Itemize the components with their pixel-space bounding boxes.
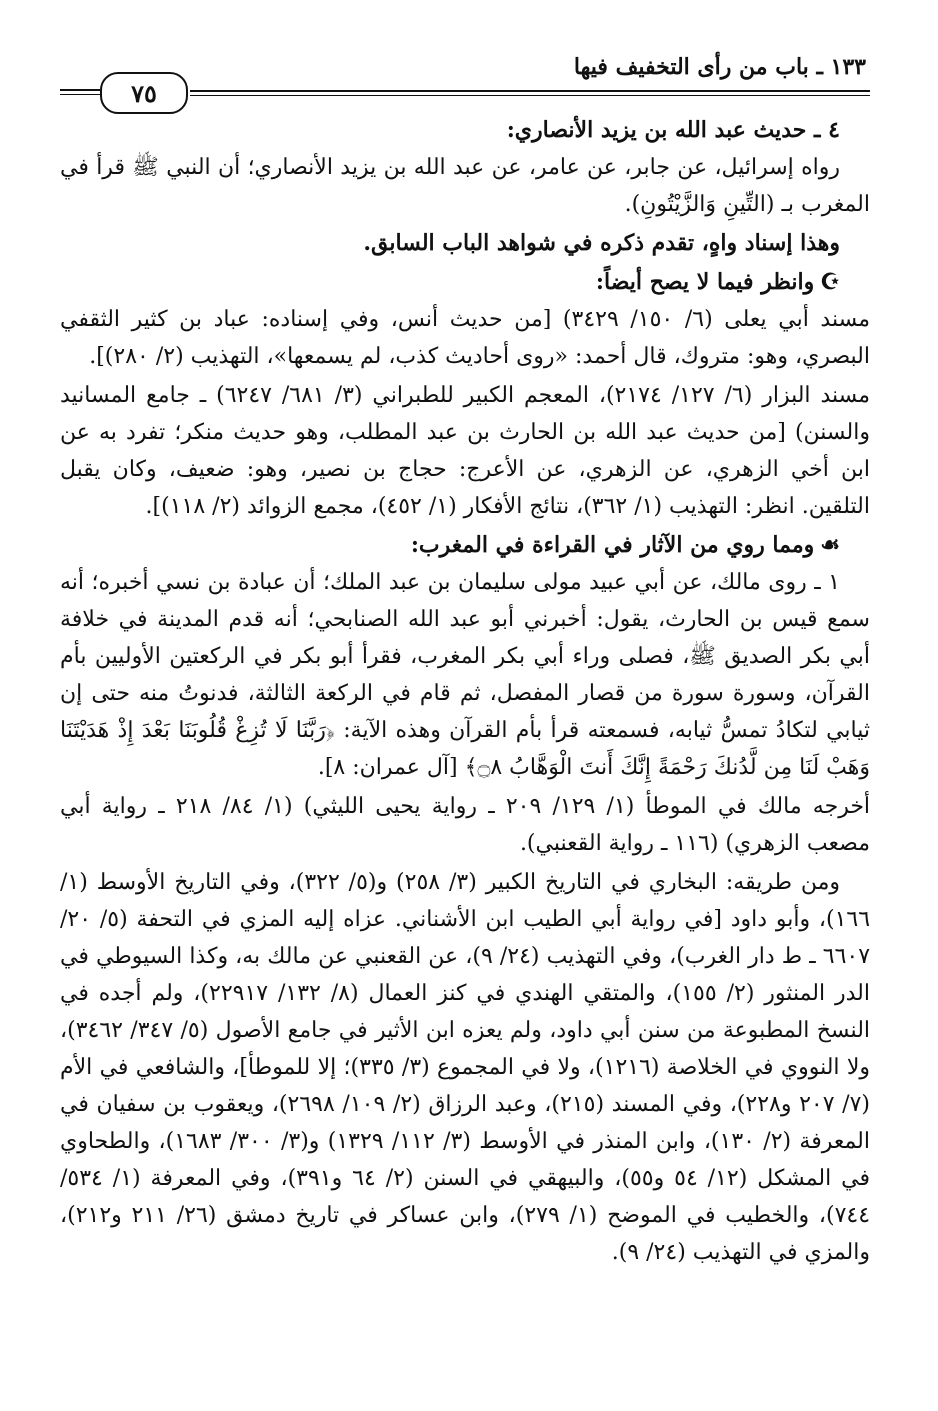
paragraph: مسند البزار (٦/ ١٢٧/ ٢١٧٤)، المعجم الكبير للطبراني (٣/ ٦٨١/ ٦٢٤٧) ـ جامع المسانيد والسنن) [من حديث عبد الله بن الحارث بن عبد المطلب، وهو حديث منكر؛ تفرد به عن ابن أخي الزهري، عن الزهري، عن الأعرج: حجاج بن نصير، وهو: ضعيف، وكان يقبل التلقين. انظر: التهذيب (١/ ٣٦٢)، نتائج الأفكار (١/ ٤٥٢)، مجمع الزوائد (٢/ ١١٨)]. <box>60 383 871 519</box>
header-ornament <box>60 89 100 95</box>
page-content <box>60 106 870 1271</box>
ornament-icon: ☙ <box>820 532 840 558</box>
paragraph: أخرجه مالك في الموطأ (١/ ١٢٩/ ٢٠٩ ـ رواية يحيى الليثي) (١/ ٨٤/ ٢١٨ ـ رواية أبي مصعب الزهري) (١١٦ ـ رواية القعنبي). <box>60 794 871 856</box>
section-heading-weak <box>60 264 870 301</box>
page-header <box>60 40 870 106</box>
section-heading-hadith-4: ٤ ـ حديث عبد الله بن يزيد الأنصاري: <box>506 117 840 143</box>
running-title: ١٣٣ ـ باب من رأى التخفيف فيها <box>573 54 866 80</box>
section-heading-athar <box>60 527 870 564</box>
book-page <box>60 40 870 1273</box>
header-rule <box>190 90 870 96</box>
paragraph: مسند أبي يعلى (٦/ ١٥٠/ ٣٤٢٩) [من حديث أنس، وفي إسناده: عباد بن كثير الثقفي البصري، وهو: متروك، قال أحمد: «روى أحاديث كذب، لم يسمعها»، التهذيب (٢/ ٢٨٠)]. <box>60 307 870 369</box>
ornament-icon: ☪ <box>820 269 840 295</box>
paragraph: ومن طريقه: البخاري في التاريخ الكبير (٣/ ٢٥٨) و(٥/ ٣٢٢)، وفي التاريخ الأوسط (١/ ١٦٦)، وأبو داود [في رواية أبي الطيب ابن الأشناني. عزاه إليه المزي في التحفة (٥/ ٢٠/ ٦٦٠٧ ـ ط دار الغرب)، وفي التهذيب (٢٤/ ٩)، عن القعنبي عن مالك به، وكذا السيوطي في الدر المنثور (٢/ ١٥٥)، والمتقي الهندي في كنز العمال (٨/ ١٣٢/ ٢٢٩١٧)، ولم أجده في النسخ المطبوعة من سنن أبي داود، ولم يعزه ابن الأثير في جامع الأصول (٥/ ٣٤٧/ ٣٤٦٢)، ولا النووي في الخلاصة (١٢١٦)، ولا في المجموع (٣/ ٣٣٥)؛ إلا للموطأ]، والشافعي في الأم (٧/ ٢٠٧ و٢٢٨)، وفي المسند (٢١٥)، وعبد الرزاق (٢/ ١٠٩/ ٢٦٩٨)، ويعقوب بن سفيان في المعرفة (٢/ ١٣٠)، وابن المنذر في الأوسط (٣/ ١١٢/ ١٣٢٩) و(٣/ ٣٠٠/ ١٦٨٣)، والطحاوي في المشكل (١٢/ ٥٤ و٥٥)، والبيهقي في السنن (٢/ ٦٤ و٣٩١)، وفي المعرفة (١/ ٥٣٤/ ٧٤٤)، والخطيب في الموضح (١/ ٢٧٩)، وابن عساكر في تاريخ دمشق (٢٦/ ٢١١ و٢١٢)، والمزي في التهذيب (٢٤/ ٩). <box>60 870 871 1265</box>
page-number: ٧٥ <box>100 72 188 114</box>
heading-text: ومما روي من الآثار في القراءة في المغرب: <box>410 532 815 558</box>
paragraph: ١ ـ روى مالك، عن أبي عبيد مولى سليمان بن عبد الملك؛ أن عبادة بن نسي أخبره؛ أنه سمع قيس بن الحارث، يقول: أخبرني أبو عبد الله الصنابحي؛ أنه قدم المدينة في خلافة أبي بكر الصديق ﷺ، فصلى وراء أبي بكر المغرب، فقرأ أبو بكر في الركعتين الأوليين بأم القرآن، وسورة سورة من قصار المفصل، ثم قام في الركعة الثالثة، فدنوتُ منه حتى إن ثيابي لتكادُ تمسُّ ثيابه، فسمعته قرأ بأم القرآن وهذه الآية: ﴿رَبَّنَا لَا تُزِغْ قُلُوبَنَا بَعْدَ إِذْ هَدَيْتَنَا وَهَبْ لَنَا مِن لَّدُنكَ رَحْمَةً إِنَّكَ أَنتَ الْوَهَّابُ ۝٨﴾ [آل عمران: ٨]. <box>60 570 870 780</box>
paragraph: وهذا إسناد واهٍ، تقدم ذكره في شواهد الباب السابق. <box>363 230 840 256</box>
paragraph: رواه إسرائيل، عن جابر، عن عامر، عن عبد الله بن يزيد الأنصاري؛ أن النبي ﷺ قرأ في المغرب بـ (التِّينِ وَالزَّيْتُونِ). <box>60 155 870 217</box>
heading-text: وانظر فيما لا يصح أيضاً: <box>595 269 815 295</box>
